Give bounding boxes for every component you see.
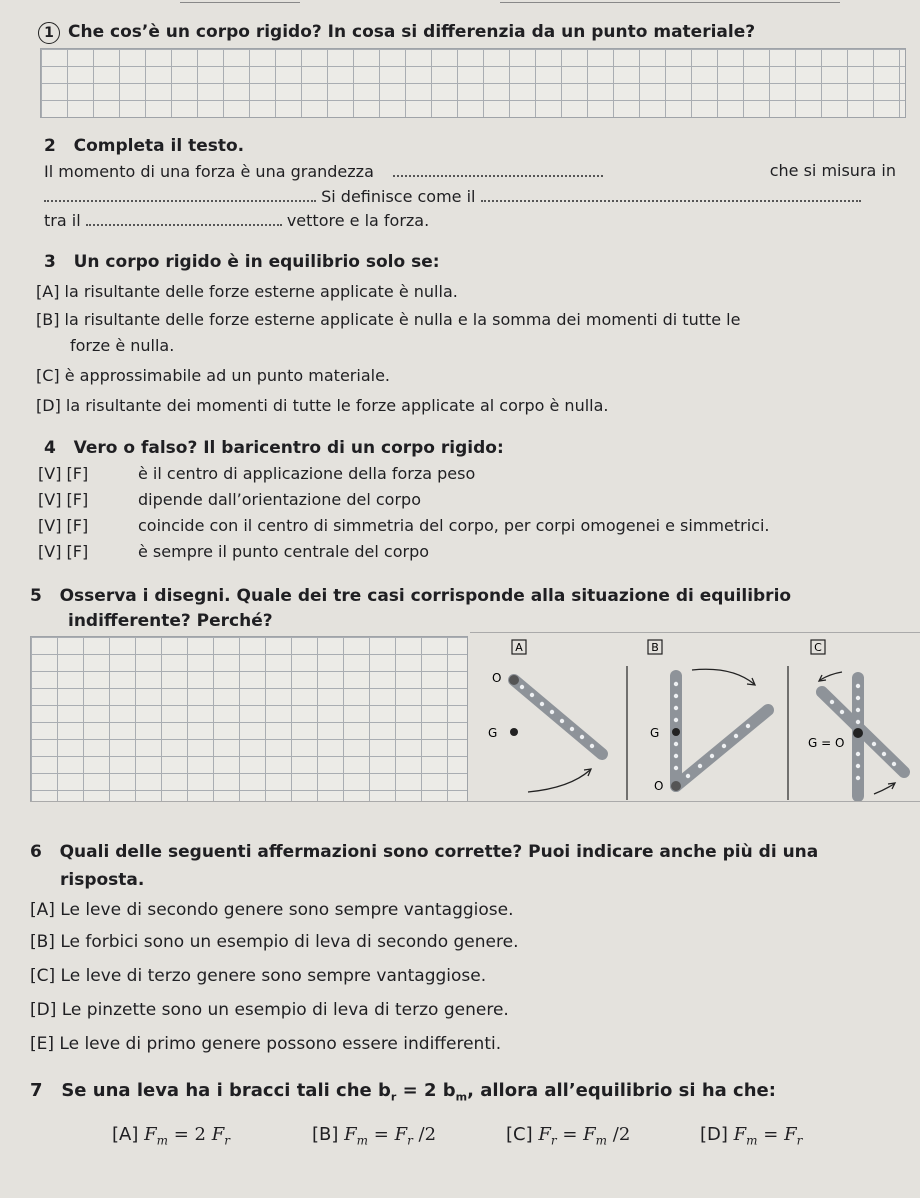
q4-item-2-mark[interactable]: [V] [F] [38, 490, 89, 509]
q7-a-rhs: F [211, 1124, 225, 1145]
q7-b-op: = [368, 1124, 395, 1145]
q4-item-3-text: coincide con il centro di simmetria del corpo, per corpi omogenei e simmetrici. [138, 516, 770, 535]
case-b-pivot [671, 781, 681, 791]
q3-title [44, 252, 440, 272]
q6-title-line1 [30, 842, 818, 862]
q7-option-a-label: [A] [112, 1124, 139, 1145]
q4-number: 4 [44, 438, 56, 458]
q7-option-b-formula [344, 1124, 437, 1148]
q7-option-c-formula [538, 1124, 631, 1148]
q4-item-1-text: è il centro di applicazione della forza peso [138, 464, 476, 483]
q1-title [38, 22, 755, 44]
case-c [808, 640, 904, 796]
q2-blank-4[interactable] [86, 210, 282, 226]
q4-item-1-mark[interactable]: [V] [F] [38, 464, 89, 483]
q2-blank-2[interactable] [44, 186, 316, 202]
q7-d-op: = [757, 1124, 785, 1145]
q5-divider [470, 632, 920, 633]
q7-b-lhs-sub: m [356, 1133, 369, 1148]
q5-answer-grid[interactable] [30, 636, 468, 802]
q3-option-b[interactable]: [B] la risultante delle forze esterne applicate è nulla e la somma dei momenti di tutte le [36, 310, 741, 329]
q7-option-b-label: [B] [312, 1124, 339, 1145]
q7-d-rhs-sub: r [796, 1133, 803, 1148]
q3-option-a[interactable]: [A] la risultante delle forze esterne applicate è nulla. [36, 282, 458, 301]
q7-b-rhs-sub: r [407, 1133, 413, 1148]
q5-title-line2: indifferente? Perché? [68, 611, 273, 631]
q2-line2 [44, 186, 896, 206]
case-c-arrow-top [820, 672, 842, 680]
q6-number: 6 [30, 842, 42, 862]
q7-a-lhs: F [144, 1124, 157, 1145]
q4-item-4-mark[interactable]: [V] [F] [38, 542, 89, 561]
q7-c-lhs-sub: r [550, 1133, 557, 1148]
q1-number: 1 [38, 22, 60, 44]
q6-text-1: Quali delle seguenti affermazioni sono corrette? Puoi indicare anche più di una [59, 842, 819, 862]
q5-number: 5 [30, 586, 42, 606]
q7-a-lhs-sub: m [156, 1133, 168, 1148]
case-b-point-o: O [654, 779, 664, 793]
q4-item-1 [38, 464, 475, 483]
q7-text-eq: = 2 b [396, 1080, 456, 1101]
case-b-point-g: G [650, 726, 660, 740]
q7-number: 7 [30, 1080, 43, 1101]
q4-text: Vero o falso? Il baricentro di un corpo rigido: [73, 438, 504, 458]
q7-c-lhs: F [538, 1124, 551, 1145]
case-b [648, 640, 768, 793]
q4-item-3-mark[interactable]: [V] [F] [38, 516, 89, 535]
q3-option-b-cont: forze è nulla. [70, 336, 175, 355]
q5-title-line1 [30, 586, 791, 606]
q3-text: Un corpo rigido è in equilibrio solo se: [73, 252, 440, 272]
q2-line1-a: Il momento di una forza è una grandezza [44, 162, 374, 181]
q7-text-a: Se una leva ha i bracci tali che b [61, 1080, 391, 1101]
q6-option-c[interactable]: [C] Le leve di terzo genere sono sempre vantaggiose. [30, 966, 487, 986]
case-c-label: C [814, 641, 822, 654]
q5-text-1: Osserva i disegni. Quale dei tre casi corrisponde alla situazione di equilibrio [59, 586, 792, 606]
q6-option-a[interactable]: [A] Le leve di secondo genere sono sempre vantaggiose. [30, 900, 514, 920]
q4-item-4 [38, 542, 429, 561]
q7-option-c[interactable] [506, 1124, 630, 1148]
q6-option-b[interactable]: [B] Le forbici sono un esempio di leva di secondo genere. [30, 932, 519, 952]
q2-line3-b: vettore e la forza. [286, 211, 430, 230]
q7-b-rhs: F [394, 1124, 408, 1145]
q7-d-lhs: F [733, 1124, 747, 1145]
case-a-label: A [515, 641, 523, 654]
q2-text: Completa il testo. [73, 136, 245, 156]
q7-title [30, 1080, 776, 1104]
q2-number: 2 [44, 136, 56, 156]
q7-option-a[interactable] [112, 1124, 230, 1148]
q3-option-d[interactable]: [D] la risultante dei momenti di tutte le forze applicate al corpo è nulla. [36, 396, 609, 415]
q4-title [44, 438, 504, 458]
q2-line3-a: tra il [44, 211, 81, 230]
q6-title-line2: risposta. [60, 870, 145, 890]
q4-item-3 [38, 516, 769, 535]
q7-d-lhs-sub: m [746, 1133, 758, 1148]
q1-text: Che cos’è un corpo rigido? In cosa si differenzia da un punto materiale? [68, 22, 756, 42]
q7-b-tail: /2 [412, 1124, 437, 1145]
q5-bottom-rule [30, 801, 920, 802]
q2-line2-a: Si definisce come il [321, 187, 476, 206]
q3-number: 3 [44, 252, 56, 272]
q7-sub-r: r [390, 1090, 397, 1104]
q4-item-4-text: è sempre il punto centrale del corpo [138, 542, 430, 561]
case-a [488, 640, 602, 794]
q7-option-a-formula [144, 1124, 230, 1148]
case-c-arrow-bottom [874, 784, 894, 794]
q7-c-rhs-sub: m [595, 1133, 608, 1148]
q2-blank-3[interactable] [481, 186, 861, 202]
q5-diagram [470, 636, 920, 801]
q7-sub-m: m [455, 1090, 468, 1104]
top-rule-left [180, 2, 300, 3]
q2-line3 [44, 210, 429, 230]
q4-item-2 [38, 490, 421, 509]
q2-title [44, 136, 244, 156]
case-b-bar [676, 710, 768, 786]
q7-c-op: = [556, 1124, 584, 1145]
q6-option-d[interactable]: [D] Le pinzette sono un esempio di leva di terzo genere. [30, 1000, 509, 1020]
q7-b-lhs: F [344, 1124, 357, 1145]
q7-c-rhs: F [583, 1124, 596, 1145]
case-a-point-o: O [492, 671, 502, 685]
q3-option-c[interactable]: [C] è approssimabile ad un punto materiale. [36, 366, 390, 385]
top-rule-right [500, 2, 840, 3]
case-b-label: B [651, 641, 659, 654]
q7-d-rhs: F [784, 1124, 797, 1145]
q7-c-tail: /2 [607, 1124, 631, 1145]
case-a-g-dot [510, 728, 518, 736]
q7-option-d-formula [733, 1124, 803, 1148]
q7-option-b[interactable] [312, 1124, 436, 1148]
q2-line1-b: che si misura in [769, 161, 896, 180]
q7-text-b: , allora all’equilibrio si ha che: [467, 1080, 776, 1101]
q7-option-c-label: [C] [506, 1124, 533, 1145]
q4-item-2-text: dipende dall’orientazione del corpo [138, 490, 421, 509]
case-a-point-g: G [488, 726, 498, 740]
case-b-arrow [692, 669, 754, 684]
case-b-g-dot [672, 728, 680, 736]
q2-blank-1[interactable] [393, 161, 603, 177]
q7-option-d[interactable] [700, 1124, 802, 1148]
case-a-bar [514, 680, 602, 754]
q7-a-op: = 2 [167, 1124, 212, 1145]
case-c-pivot [853, 728, 863, 738]
q6-option-e[interactable]: [E] Le leve di primo genere possono essere indifferenti. [30, 1034, 502, 1054]
case-c-point-go: G = O [808, 736, 845, 750]
q7-option-d-label: [D] [700, 1124, 728, 1145]
q2-line1 [44, 161, 896, 181]
case-a-arrow [528, 770, 590, 792]
q1-answer-grid[interactable] [40, 48, 906, 118]
q7-a-rhs-sub: r [224, 1133, 230, 1148]
